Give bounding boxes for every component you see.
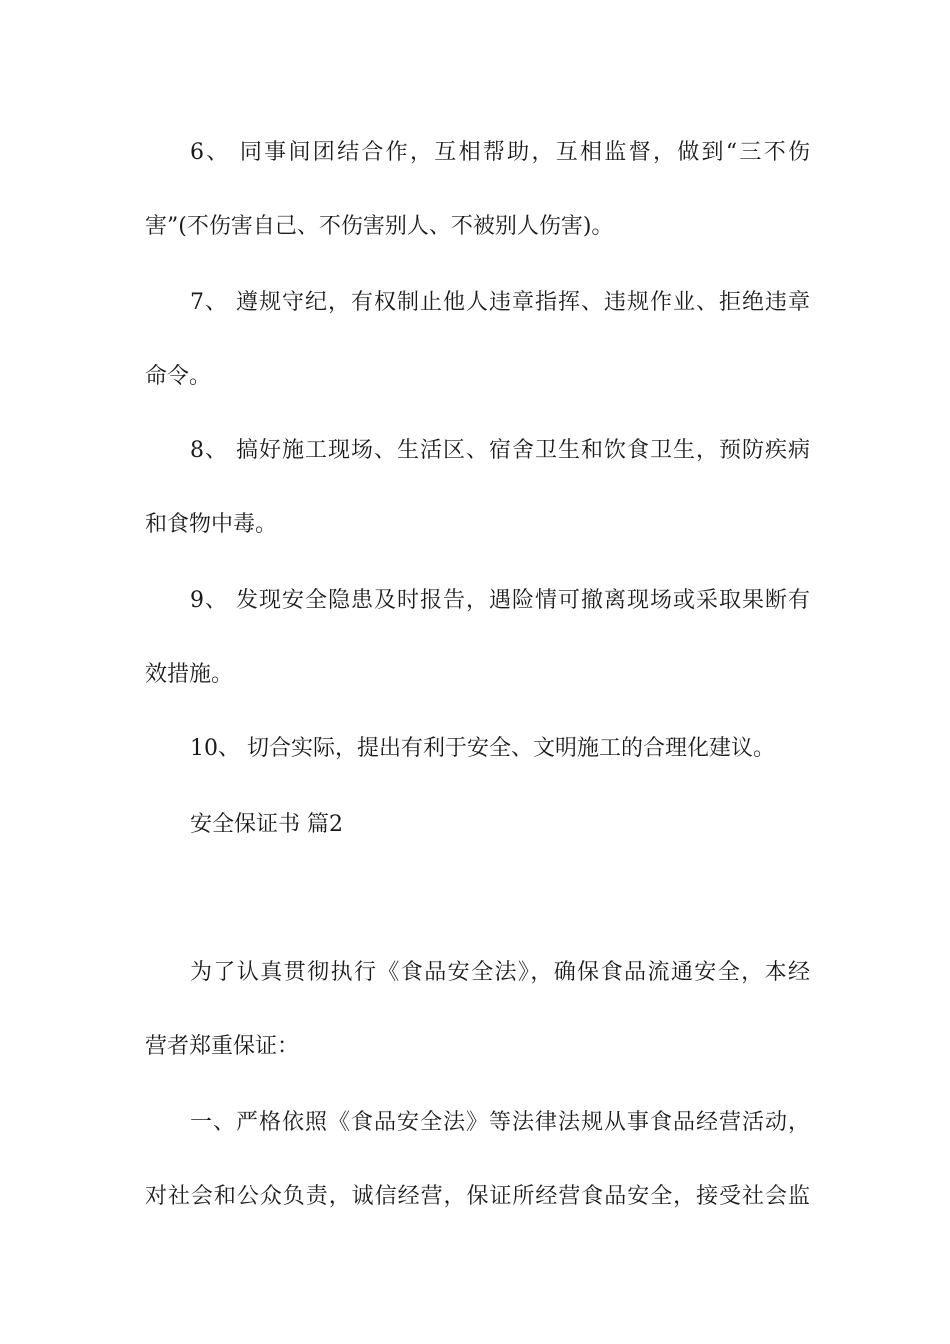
item-9-line-1: 9、 发现安全隐患及时报告，遇险情可撤离现场或采取果断有 — [190, 588, 810, 613]
item-6-line-2: 害”(不伤害自己、不伤害别人、不被别人伤害)。 — [145, 214, 614, 239]
item-10-line-1: 10、 切合实际，提出有利于安全、文明施工的合理化建议。 — [190, 736, 775, 761]
item-9-line-2: 效措施。 — [145, 662, 234, 687]
item-6-line-1: 6、 同事间团结合作，互相帮助，互相监督，做到“三不伤 — [190, 140, 810, 165]
clause-1-line-1: 一、严格依照《食品安全法》等法律法规从事食品经营活动， — [190, 1110, 810, 1135]
item-8-line-2: 和食物中毒。 — [145, 512, 278, 537]
item-7-line-1: 7、 遵规守纪，有权制止他人违章指挥、违规作业、拒绝违章 — [190, 290, 810, 315]
intro-line-2: 营者郑重保证： — [145, 1034, 300, 1059]
section-heading: 安全保证书 篇2 — [190, 812, 343, 837]
intro-line-1: 为了认真贯彻执行《食品安全法》，确保食品流通安全，本经 — [190, 960, 810, 985]
clause-1-line-2: 对社会和公众负责，诚信经营，保证所经营食品安全，接受社会监 — [145, 1184, 810, 1209]
item-8-line-1: 8、 搞好施工现场、生活区、宿舍卫生和饮食卫生，预防疾病 — [190, 438, 810, 463]
item-7-line-2: 命令。 — [145, 364, 212, 389]
